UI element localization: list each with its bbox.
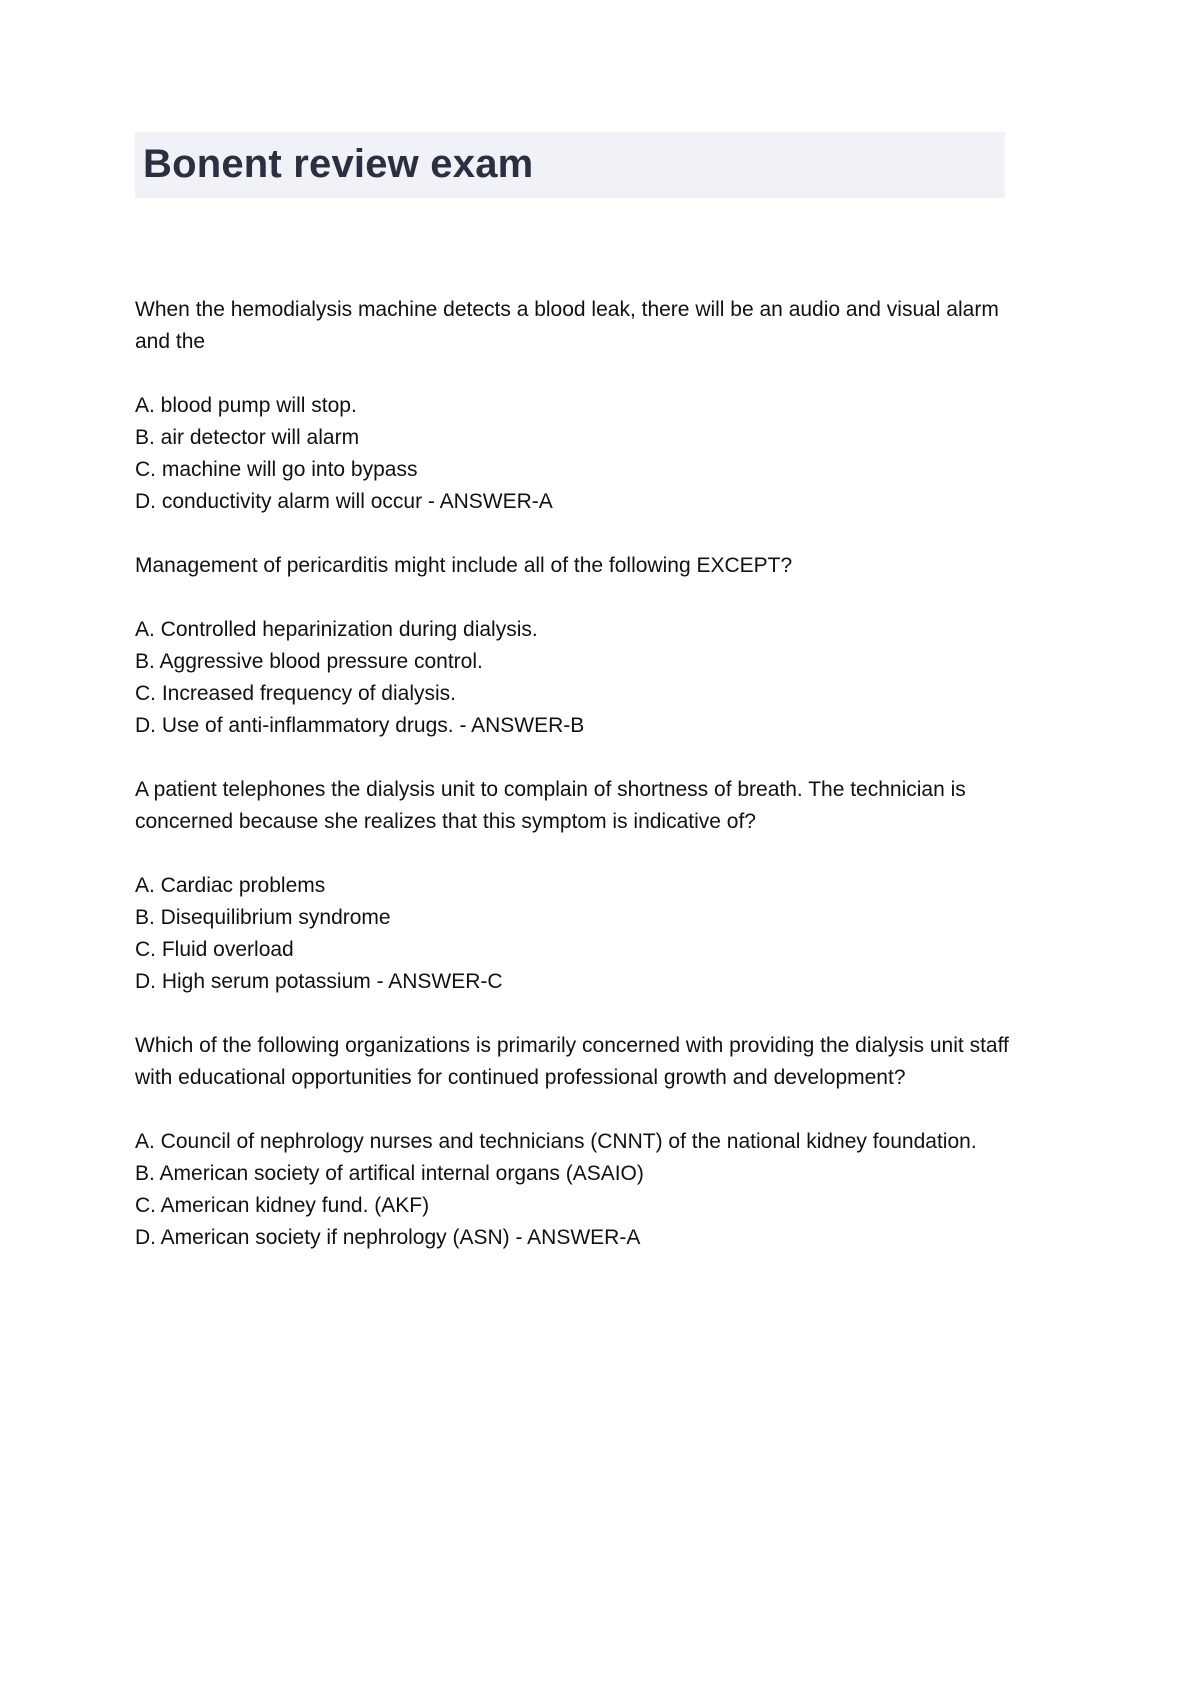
answer-option: A. Council of nephrology nurses and technicians (CNNT) of the national kidney foundation.: [135, 1130, 977, 1153]
question-block: [135, 1030, 1015, 1254]
answer-option: A. Controlled heparinization during dialysis.: [135, 618, 538, 641]
answer-option: C. Fluid overload: [135, 938, 294, 961]
answer-option: B. Aggressive blood pressure control.: [135, 650, 483, 673]
question-text: Management of pericarditis might include all of the following EXCEPT?: [135, 554, 793, 577]
answer-options: [135, 614, 1015, 742]
question-text: Which of the following organizations is primarily concerned with providing the dialysis unit staff with educational opportunities for continued professional growth and development?: [135, 1034, 1009, 1089]
answer-option: C. machine will go into bypass: [135, 458, 418, 481]
answer-option: C. Increased frequency of dialysis.: [135, 682, 456, 705]
answer-option: A. blood pump will stop.: [135, 394, 357, 417]
answer-options: [135, 1126, 1015, 1254]
question-text: When the hemodialysis machine detects a blood leak, there will be an audio and visual alarm and the: [135, 298, 999, 353]
answer-option: B. Disequilibrium syndrome: [135, 906, 391, 929]
answer-option: D. American society if nephrology (ASN) - ANSWER-A: [135, 1226, 641, 1249]
answer-option: D. Use of anti-inflammatory drugs. - ANSWER-B: [135, 714, 585, 737]
question-block: [135, 550, 1015, 742]
question-block: [135, 294, 1015, 518]
document-page: [0, 132, 1200, 1254]
answer-option: B. air detector will alarm: [135, 426, 360, 449]
page-title: Bonent review exam: [143, 142, 534, 186]
answer-option: B. American society of artifical internal organs (ASAIO): [135, 1162, 644, 1185]
answer-option: D. High serum potassium - ANSWER-C: [135, 970, 503, 993]
answer-option: D. conductivity alarm will occur - ANSWER-A: [135, 490, 553, 513]
title-bar: [135, 132, 1005, 198]
questions-container: [135, 294, 1015, 1254]
question-text: A patient telephones the dialysis unit to complain of shortness of breath. The technician is concerned because she realizes that this symptom is indicative of?: [135, 778, 966, 833]
answer-option: A. Cardiac problems: [135, 874, 326, 897]
answer-option: C. American kidney fund. (AKF): [135, 1194, 430, 1217]
answer-options: [135, 390, 1015, 518]
question-block: [135, 774, 1015, 998]
answer-options: [135, 870, 1015, 998]
